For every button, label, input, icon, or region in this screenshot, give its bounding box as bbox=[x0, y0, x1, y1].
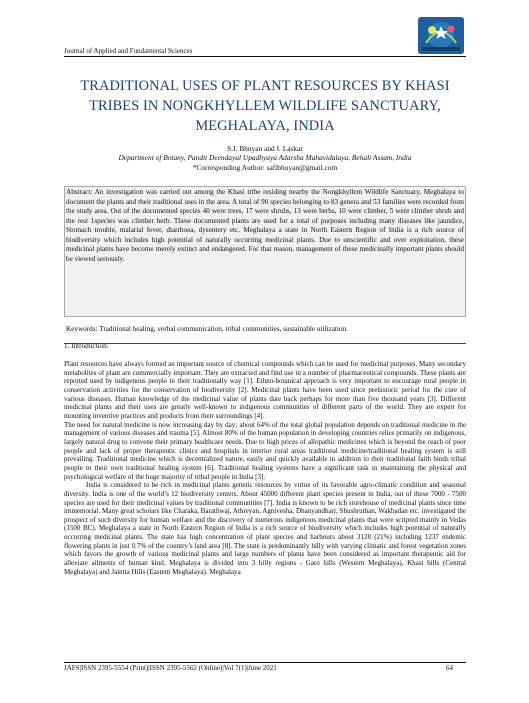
introduction-body bbox=[64, 360, 466, 576]
paragraph: India is considered to be rich in medicinal plants genetic resources by virtue of its favorable agro-climatic condition and seasonal diversity. India is one of the world’s 12 biodiversity centers. About 45000 different plant species present in India, out of these 7000 - 7500 species are used for their medicinal values by traditional communities [7]. India is known to be rich storehouse of medicinal plants since time immemorial. Many great scholars like Charaka, Barathwaj, Athreyan, Agnivesha, Dhanyandhari, Shushruthan, Wakbadan etc. investigated the prospect of such diversity for human welfare and the discovery of numerous indigenous medicinal plants that were scripted mainly in Vedas (1500 BC). Meghalaya a state in North Eastern Region of India is a rich source of biodiversity which includes high potential of naturally occurring medicinal plants. The state has high concentration of plant species and harbours about 3128 (21%) including 1237 endemic flowering plants in just 0.7% of the country’s land area [8]. The state is predominantly hilly with varying climatic and forest vegetation zones which favors the growth of various medicinal plants and large numbers of plants have been considered as important therapeutic aid for alleviate ailments of human kind. Meghalaya is divided into 3 hilly regions - Garo hills (Western Meghalaya), Khasi hills (Central Meghalaya) and Jaintia Hills (Eastern Meghalaya). Meghalaya bbox=[64, 481, 466, 576]
paragraph: The need for natural medicine is now increasing day by day; about 64% of the total global population depends on traditional medicine in the management of various diseases and trauma [5]. Almost 80% of the human population in developing countries relies primarily on indigenous, largely natural drug to convene their primary healthcare needs. Due to high prices of allopathic medicines which is beyond the reach of poor people and lack of proper therapeutic clinics and hospitals in interior rural areas traditional medicine/traditional healing system is still prevailing. Traditional medicine which is decentralized nature, easily and quickly available in addition to their traditional faith binds tribal people to their own traditional healing system [6]. Traditional healing systems have a significant task in maintaining the physical and psychological welfare of the huge majority of tribal people in India [3]. bbox=[64, 420, 466, 481]
section-divider bbox=[64, 343, 466, 344]
introduction-heading: 1. Introduction: bbox=[64, 342, 109, 350]
journal-logo-icon bbox=[418, 17, 464, 54]
footer-citation: JAFS|ISSN 2395-5554 (Print)|ISSN 2395-5562 (Online)|Vol 7(1)|June 2021 bbox=[64, 664, 277, 672]
journal-name: Journal of Applied and Fundamental Sciences bbox=[64, 47, 193, 55]
article-title: TRADITIONAL USES OF PLANT RESOURCES BY KHASI TRIBES IN NONGKHYLLEM WILDLIFE SANCTUARY, MEGHALAYA, INDIA bbox=[80, 78, 450, 134]
page-number: 64 bbox=[446, 664, 453, 672]
footer-divider bbox=[64, 662, 466, 663]
author-affiliation: Department of Botany, Pandit Deendayal Upadhyaya Adarsha Mahavidalaya, Behali Assam, India bbox=[118, 153, 412, 163]
header-divider bbox=[64, 56, 466, 57]
paragraph: Plant resources have always formed an important source of chemical compounds which can be used for medicinal purposes. Many secondary metabolites of plant are commercially important. They are extracted and find use in a number of pharmaceutical compounds. These plants are reported used by indigenous people in their traditionally way [1]. Ethno-botanical approach is very important to encourage rural people in conservation activities for the conservation of biodiversity [2]. Medicinal plants have been used since prehistoric period for the cure of various diseases. Human knowledge of the medicinal value of plants date back perhaps for more than five thousand years [3]. Different medicinal plants and their uses are greatly well-known to indigenous communities of different parts of the world. They are expert for mounting inventive practices and products from their surroundings [4]. bbox=[64, 360, 466, 420]
corresponding-author: *Corresponding Author: safibhuyan@gmail.com bbox=[192, 162, 338, 172]
keywords: Keywords: Traditional healing, verbal communication, tribal communities, sustainable utilization. bbox=[66, 325, 348, 333]
author-names: S.I. Bhuyan and I. Laskar bbox=[227, 144, 303, 153]
abstract-text: Abstract: An investigation was carried out among the Khasi tribe residing nearby the Nongkhyllem Wildlife Sanctuary, Meghalaya to document the plants and their traditional uses in the area. A total of 90 species belonging to 83 genera and 53 families were recorded from the study area. Out of the documented species 40 were trees, 17 were shrubs, 13 were herbs, 10 were climber, 5 were climber shrub and the rest 1species was climber herb. These documented plants are used for a total of purposes including many diseases like jaundice, Stomach trouble, malarial fever, diarrhoea, dysentery etc. Meghalaya a state in North Eastern Region of India is a rich source of biodiversity which includes high potential of naturally occurring medicinal plants. Due to unscientific and over exploitation, these medicinal plants have become merely extinct and endangered. For that reason, management of these medicinally important plants should be viewed seriously. bbox=[66, 188, 464, 263]
author-block bbox=[64, 144, 466, 172]
